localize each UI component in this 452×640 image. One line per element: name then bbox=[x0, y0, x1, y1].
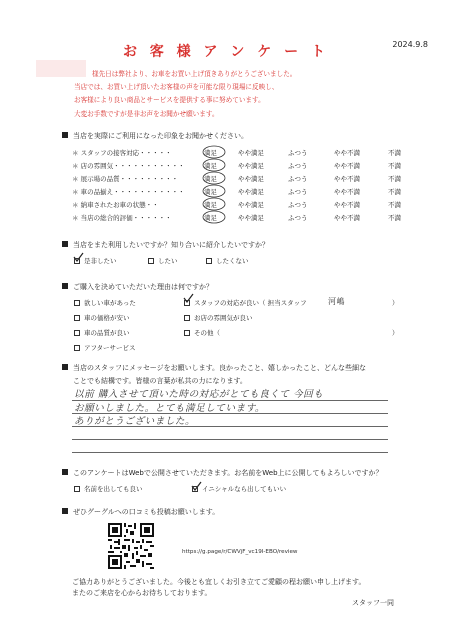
section-bullet-icon bbox=[62, 469, 68, 475]
option-somewhat-satisfied[interactable]: やや満足 bbox=[238, 162, 264, 170]
circle-mark bbox=[203, 185, 225, 197]
message-handwritten-line[interactable]: ありがとうございました。 bbox=[74, 416, 196, 427]
section-bullet-icon bbox=[62, 241, 68, 247]
option-dissatisfied[interactable]: 不満 bbox=[388, 149, 401, 157]
checkbox[interactable] bbox=[74, 315, 80, 321]
option-satisfied[interactable]: 満足 bbox=[204, 162, 217, 170]
footer-revisit: またのご来店を心からお待ちしております。 bbox=[72, 589, 212, 597]
q2-option-no[interactable]: したくない bbox=[206, 256, 249, 265]
message-line bbox=[72, 452, 388, 453]
circle-mark bbox=[203, 146, 225, 158]
checkbox[interactable] bbox=[206, 258, 212, 264]
option-somewhat-satisfied[interactable]: やや満足 bbox=[238, 149, 264, 157]
checkbox[interactable] bbox=[148, 258, 154, 264]
option-dissatisfied[interactable]: 不満 bbox=[388, 188, 401, 196]
option-somewhat-satisfied[interactable]: やや満足 bbox=[238, 188, 264, 196]
q3-option-price[interactable]: 車の価格が安い bbox=[74, 313, 130, 322]
q2-option-yes[interactable]: したい bbox=[148, 256, 178, 265]
q5-heading: このアンケートはWebで公開させていただきます。お名前をWeb上に公開してもよろしいですか？ bbox=[62, 468, 383, 478]
option-neutral[interactable]: ふつう bbox=[288, 188, 308, 196]
q2-heading: 当店をまた利用したいですか？知り合いに紹介したいですか？ bbox=[62, 240, 269, 250]
q3-option-quality[interactable]: 車の品質が良い bbox=[74, 328, 130, 337]
rating-row-label: ＊ 納車されたお車の状態・・ bbox=[72, 201, 159, 209]
intro-line: お客様により良い商品とサービスを提供する事に努めています。 bbox=[74, 96, 265, 105]
q4-heading: 当店のスタッフにメッセージをお願いします。良かったこと、嬉しかったこと、どんな些細な bbox=[62, 363, 366, 373]
option-neutral[interactable]: ふつう bbox=[288, 201, 308, 209]
option-satisfied[interactable]: 満足 bbox=[204, 201, 217, 209]
rating-row-label: ＊ 展示場の品質・・・・・・・・・ bbox=[72, 175, 179, 183]
circle-mark bbox=[203, 211, 225, 223]
survey-date: 2024.9.8 bbox=[392, 40, 428, 49]
q3-heading: ご購入を決めていただいた理由は何ですか？ bbox=[62, 282, 213, 292]
circle-mark bbox=[203, 198, 225, 210]
q3-option-after-service[interactable]: アフターサービス bbox=[74, 343, 136, 352]
checkbox[interactable] bbox=[74, 300, 80, 306]
staff-name-handwritten: 河嶋 bbox=[328, 297, 345, 306]
rating-row-label: ＊ 当店の総合的評価・・・・・・ bbox=[72, 214, 172, 222]
circle-mark bbox=[203, 159, 225, 171]
option-satisfied[interactable]: 満足 bbox=[204, 175, 217, 183]
option-somewhat-dissatisfied[interactable]: やや不満 bbox=[334, 214, 360, 222]
option-somewhat-satisfied[interactable]: やや満足 bbox=[238, 214, 264, 222]
section-bullet-icon bbox=[62, 508, 68, 514]
qr-code-icon[interactable] bbox=[108, 523, 154, 569]
option-neutral[interactable]: ふつう bbox=[288, 214, 308, 222]
q3-option-wanted-car[interactable]: 欲しい車があった bbox=[74, 298, 136, 307]
checkbox[interactable] bbox=[184, 300, 190, 306]
survey-title: お 客 様 ア ン ケ ー ト bbox=[122, 44, 330, 60]
rating-row-label: ＊ スタッフの接客対応・・・・・ bbox=[72, 149, 172, 157]
option-somewhat-satisfied[interactable]: やや満足 bbox=[238, 175, 264, 183]
section-bullet-icon bbox=[62, 283, 68, 289]
q5-option-initials[interactable]: イニシャルなら出してもいい bbox=[192, 484, 286, 493]
option-somewhat-dissatisfied[interactable]: やや不満 bbox=[334, 162, 360, 170]
option-neutral[interactable]: ふつう bbox=[288, 175, 308, 183]
checkbox[interactable] bbox=[192, 486, 198, 492]
option-dissatisfied[interactable]: 不満 bbox=[388, 175, 401, 183]
footer-thanks: ご協力ありがとうございました。今後とも宜しくお引き立てご愛顧の程お願い申し上げます。 bbox=[72, 578, 366, 586]
option-dissatisfied[interactable]: 不満 bbox=[388, 201, 401, 209]
q3-option-other[interactable]: その他（ bbox=[184, 328, 220, 337]
review-url-link[interactable]: https://g.page/r/CWVjF_vc19I-EBO/review bbox=[182, 549, 298, 555]
checkbox[interactable] bbox=[74, 258, 80, 264]
option-somewhat-dissatisfied[interactable]: やや不満 bbox=[334, 149, 360, 157]
option-neutral[interactable]: ふつう bbox=[288, 149, 308, 157]
option-satisfied[interactable]: 満足 bbox=[204, 188, 217, 196]
q3-option-staff[interactable]: スタッフの対応が良い（ 担当スタッフ bbox=[184, 298, 307, 307]
intro-line: 大変お手数ですが是非お声をお聞かせ願います。 bbox=[74, 109, 219, 118]
intro-line: 当店では、お買い上げ頂いたお客様の声を可能な限り現場に反映し、 bbox=[74, 83, 279, 92]
q1-heading: 当店を実際にご利用になった印象をお聞かせください。 bbox=[62, 131, 248, 141]
message-handwritten-line[interactable]: お願いしました。とても満足しています。 bbox=[74, 403, 266, 414]
rating-row-label: ＊ 車の品揃え・・・・・・・・・・・ bbox=[72, 188, 185, 196]
footer-signature: スタッフ一同 bbox=[352, 599, 394, 607]
checkbox[interactable] bbox=[184, 330, 190, 336]
intro-line: 様先日は弊社より、お車をお買い上げ頂きありがとうございました。 bbox=[92, 70, 297, 78]
q4-heading-line2: ことでも結構です。皆様の言葉が私共の力になります。 bbox=[73, 377, 247, 385]
checkbox[interactable] bbox=[184, 315, 190, 321]
q6-heading: ぜひグーグルへの口コミも投稿お願いします。 bbox=[62, 507, 219, 517]
message-line bbox=[72, 439, 388, 440]
checkbox[interactable] bbox=[74, 330, 80, 336]
option-neutral[interactable]: ふつう bbox=[288, 162, 308, 170]
option-somewhat-dissatisfied[interactable]: やや不満 bbox=[334, 175, 360, 183]
circle-mark bbox=[203, 172, 225, 184]
checkbox[interactable] bbox=[74, 486, 80, 492]
q2-option-definitely[interactable]: 是非したい bbox=[74, 256, 117, 265]
option-somewhat-dissatisfied[interactable]: やや不満 bbox=[334, 201, 360, 209]
option-satisfied[interactable]: 満足 bbox=[204, 149, 217, 157]
option-somewhat-dissatisfied[interactable]: やや不満 bbox=[334, 188, 360, 196]
option-dissatisfied[interactable]: 不満 bbox=[388, 162, 401, 170]
q5-option-full-name[interactable]: 名前を出しても良い bbox=[74, 484, 143, 493]
rating-row-label: ＊ 店の雰囲気・・・・・・・・・・・ bbox=[72, 162, 185, 170]
option-satisfied[interactable]: 満足 bbox=[204, 214, 217, 222]
option-somewhat-satisfied[interactable]: やや満足 bbox=[238, 201, 264, 209]
checkbox[interactable] bbox=[74, 345, 80, 351]
q3-close-paren: ） bbox=[392, 299, 399, 307]
q3-option-atmosphere[interactable]: お店の雰囲気が良い bbox=[184, 313, 253, 322]
message-handwritten-line[interactable]: 以前 購入させて頂いた時の対応がとても良くて 今回も bbox=[74, 389, 324, 400]
section-bullet-icon bbox=[62, 364, 68, 370]
q3-other-close-paren: ） bbox=[392, 329, 399, 337]
option-dissatisfied[interactable]: 不満 bbox=[388, 214, 401, 222]
